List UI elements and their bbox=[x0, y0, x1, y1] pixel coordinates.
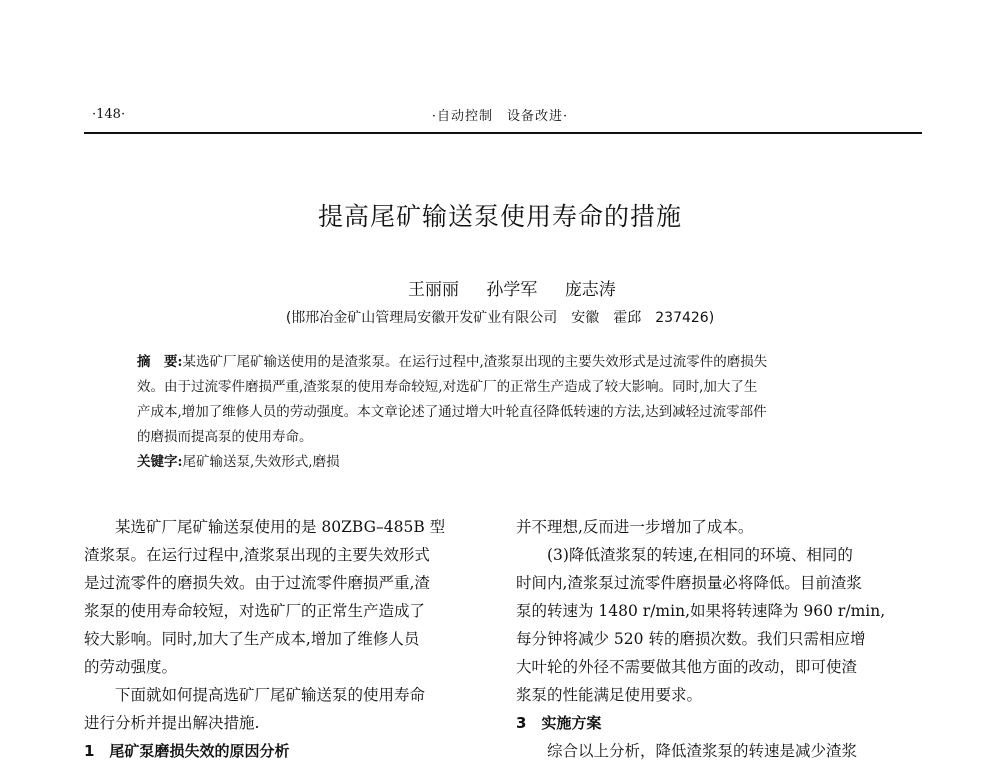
running-header: ·自动控制 设备改进· bbox=[431, 109, 569, 124]
paragraph-line: 时间内,渣浆泵过流零件磨损量必将降低。目前渣浆 bbox=[516, 574, 862, 592]
paragraph-line: 每分钟将减少 520 转的磨损次数。我们只需相应增 bbox=[516, 630, 866, 648]
page-number: ·148· bbox=[92, 107, 126, 122]
section-heading-1: 1 尾矿泵磨损失效的原因分析 bbox=[84, 742, 290, 760]
abstract-line: 效。由于过流零件磨损严重,渣浆泵的使用寿命较短,对选矿厂的正常生产造成了较大影响。同时,加大了生 bbox=[137, 379, 758, 395]
paragraph-line: 某选矿厂尾矿输送泵使用的是 80ZBG–485B 型 bbox=[115, 518, 446, 536]
author-2: 孙学军 bbox=[486, 280, 538, 300]
abstract bbox=[137, 350, 869, 475]
affiliation: (邯邢冶金矿山管理局安徽开发矿业有限公司 安徽 霍邱 237426) bbox=[285, 310, 715, 326]
author-3: 庞志涛 bbox=[564, 280, 616, 300]
abstract-text: 某选矿厂尾矿输送使用的是渣浆泵。在运行过程中,渣浆泵出现的主要失效形式是过流零件的磨损失 bbox=[182, 354, 768, 370]
abstract-line bbox=[137, 350, 869, 375]
paragraph-line: 大叶轮的外径不需要做其他方面的改动，即可使渣 bbox=[516, 658, 858, 676]
body-left-column bbox=[84, 513, 496, 765]
paragraph-line: 较大影响。同时,加大了生产成本,增加了维修人员 bbox=[84, 630, 420, 648]
keywords-label: 关键字: bbox=[137, 454, 183, 470]
paragraph-line: 下面就如何提高选矿厂尾矿输送泵的使用寿命 bbox=[115, 686, 426, 704]
paragraph-line: 综合以上分析，降低渣浆泵的转速是减少渣浆 bbox=[547, 742, 858, 760]
paragraph-line: 浆泵的使用寿命较短，对选矿厂的正常生产造成了 bbox=[84, 602, 426, 620]
paragraph-line: 浆泵的性能满足使用要求。 bbox=[516, 686, 703, 704]
paragraph-line: (3)降低渣浆泵的转速,在相同的环境、相同的 bbox=[547, 546, 853, 564]
paragraph-line: 是过流零件的磨损失效。由于过流零件磨损严重,渣 bbox=[84, 574, 430, 592]
author-1: 王丽丽 bbox=[408, 280, 459, 300]
paragraph-line: 的劳动强度。 bbox=[84, 658, 178, 676]
header-rule bbox=[84, 132, 922, 134]
keywords-line bbox=[137, 450, 869, 475]
abstract-label: 摘 要: bbox=[137, 354, 183, 370]
paragraph-line: 泵的转速为 1480 r/min,如果将转速降为 960 r/min, bbox=[516, 602, 886, 620]
abstract-line: 产成本,增加了维修人员的劳动强度。本文章论述了通过增大叶轮直径降低转速的方法,达到减轻过流零部件 bbox=[137, 404, 767, 420]
abstract-line: 的磨损而提高泵的使用寿命。 bbox=[137, 429, 313, 445]
paragraph-line: 渣浆泵。在运行过程中,渣浆泵出现的主要失效形式 bbox=[84, 546, 430, 564]
section-heading-3: 3 实施方案 bbox=[516, 714, 602, 732]
paragraph-line: 并不理想,反而进一步增加了成本。 bbox=[516, 518, 754, 536]
authors bbox=[408, 275, 638, 300]
paragraph-line: 进行分析并提出解决措施. bbox=[84, 714, 260, 732]
keywords: 尾矿输送泵,失效形式,磨损 bbox=[182, 454, 340, 470]
article-title: 提高尾矿输送泵使用寿命的措施 bbox=[317, 202, 682, 231]
body-right-column bbox=[516, 513, 928, 765]
